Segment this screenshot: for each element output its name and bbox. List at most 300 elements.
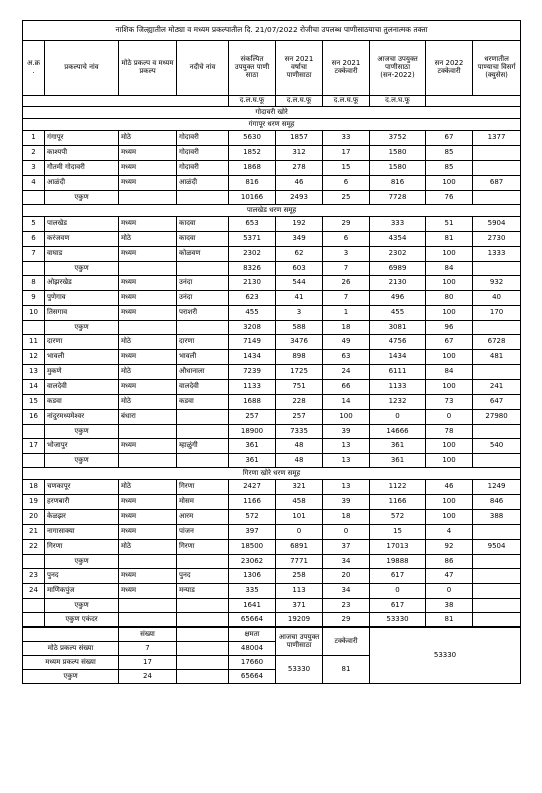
cell-today: 19888 (370, 555, 426, 569)
cell-sr: 4 (23, 176, 45, 191)
cell-cap: 1434 (229, 350, 276, 365)
cell-p21: 29 (323, 613, 370, 627)
cell-s21: 371 (276, 599, 323, 613)
cell-type: बंधारा (119, 410, 177, 425)
cell-river (177, 599, 229, 613)
cell-today: 4354 (370, 232, 426, 247)
cell-cap: 1688 (229, 395, 276, 410)
cell-p22: 100 (426, 454, 473, 468)
cell-dis: 687 (473, 176, 521, 191)
cell-sr: 14 (23, 380, 45, 395)
cell-p22: 100 (426, 380, 473, 395)
cell-type: मोठे (119, 232, 177, 247)
cell-type: मोठे (119, 540, 177, 555)
table-row (23, 131, 521, 146)
cell-p21: 63 (323, 350, 370, 365)
summary-mid-label: मध्यम प्रकल्प संख्या (23, 656, 119, 670)
cell-today: 361 (370, 439, 426, 454)
cell-name: पालखेड (45, 217, 119, 232)
total-row (23, 321, 521, 335)
cell-sr: 12 (23, 350, 45, 365)
cell-s21: 48 (276, 454, 323, 468)
cell-river: मन्याड (177, 584, 229, 599)
cell-s21: 458 (276, 495, 323, 510)
cell-river: कडवा (177, 395, 229, 410)
cell-name: एकुण (45, 555, 119, 569)
cell-s21: 3 (276, 306, 323, 321)
cell-p22: 0 (426, 584, 473, 599)
cell-name: पुणेगाव (45, 291, 119, 306)
cell-p21: 100 (323, 410, 370, 425)
summary-pct-value: 81 (323, 656, 370, 684)
cell-river: दारणा (177, 335, 229, 350)
cell-dis (473, 191, 521, 205)
cell-s21: 312 (276, 146, 323, 161)
cell-p22: 46 (426, 480, 473, 495)
cell-dis (473, 613, 521, 627)
cell-cap: 1166 (229, 495, 276, 510)
cell-sr: 18 (23, 480, 45, 495)
cell-type: मध्यम (119, 276, 177, 291)
cell-p21: 34 (323, 584, 370, 599)
table-row (23, 395, 521, 410)
cell-sr: 17 (23, 439, 45, 454)
cell-today: 816 (370, 176, 426, 191)
cell-river (177, 321, 229, 335)
summary-today-value: 53330 (276, 656, 323, 684)
cell-sr (23, 599, 45, 613)
cell-today: 3081 (370, 321, 426, 335)
cell-name: भोजापुर (45, 439, 119, 454)
cell-dis: 27980 (473, 410, 521, 425)
cell-cap: 8326 (229, 262, 276, 276)
cell-today: 53330 (370, 613, 426, 627)
cell-name: वालदेवी (45, 380, 119, 395)
cell-today: 1133 (370, 380, 426, 395)
unit-label: द.ल.घ.फू (323, 96, 370, 107)
summary-total-label: एकुण (23, 670, 119, 684)
cell-s21: 603 (276, 262, 323, 276)
summary-mid-count: 17 (119, 656, 177, 670)
summary-right-value: 53330 (370, 628, 521, 684)
cell-sr (23, 454, 45, 468)
cell-p21: 49 (323, 335, 370, 350)
cell-p21: 20 (323, 569, 370, 584)
cell-p21: 13 (323, 480, 370, 495)
cell-cap: 10166 (229, 191, 276, 205)
cell-p22: 100 (426, 176, 473, 191)
cell-name: नागासाक्या (45, 525, 119, 540)
cell-river: आळंदी (177, 176, 229, 191)
table-row (23, 232, 521, 247)
cell-cap: 361 (229, 454, 276, 468)
cell-name: एकुण (45, 599, 119, 613)
unit-label: द.ल.घ.फू (370, 96, 426, 107)
summary-head-today: आजचा उपयुक्त पाणीसाठा (276, 628, 323, 656)
cell-p22: 84 (426, 262, 473, 276)
cell-cap: 653 (229, 217, 276, 232)
cell-dis: 1249 (473, 480, 521, 495)
summary-big-cap: 48004 (229, 642, 276, 656)
cell-name: नांदुरमध्यमेश्वर (45, 410, 119, 425)
cell-sr: 6 (23, 232, 45, 247)
cell-sr: 15 (23, 395, 45, 410)
cell-s21: 3476 (276, 335, 323, 350)
cell-today: 0 (370, 584, 426, 599)
cell-p21: 39 (323, 425, 370, 439)
cell-today: 455 (370, 306, 426, 321)
cell-sr: 3 (23, 161, 45, 176)
table-title: नाशिक जिल्ह्यातील मोठ्या व मध्यम प्रकल्पातील दि. 21/07/2022 रोजीचा उपलब्ध पाणीसाठयाचा तुलनात्मक तक्ता (23, 21, 521, 41)
cell-dis: 241 (473, 380, 521, 395)
cell-dis: 1377 (473, 131, 521, 146)
cell-dis: 5904 (473, 217, 521, 232)
cell-cap: 2302 (229, 247, 276, 262)
cell-type (119, 425, 177, 439)
cell-s21: 113 (276, 584, 323, 599)
cell-dis (473, 555, 521, 569)
cell-type: मध्यम (119, 510, 177, 525)
cell-p21: 29 (323, 217, 370, 232)
cell-type: मध्यम (119, 350, 177, 365)
cell-name: एकुण (45, 454, 119, 468)
cell-dis: 647 (473, 395, 521, 410)
cell-dis: 932 (473, 276, 521, 291)
cell-name: गिरणा (45, 540, 119, 555)
cell-type (119, 262, 177, 276)
total-row (23, 425, 521, 439)
cell-p22: 67 (426, 131, 473, 146)
total-row (23, 191, 521, 205)
cell-sr: 24 (23, 584, 45, 599)
cell-p21: 17 (323, 146, 370, 161)
cell-name: कडवा (45, 395, 119, 410)
cell-type: मध्यम (119, 495, 177, 510)
cell-cap: 1133 (229, 380, 276, 395)
cell-type (119, 454, 177, 468)
cell-s21: 321 (276, 480, 323, 495)
cell-cap: 816 (229, 176, 276, 191)
cell-sr (23, 613, 45, 627)
cell-p21: 13 (323, 454, 370, 468)
cell-name: मुकणे (45, 365, 119, 380)
cell-cap: 2130 (229, 276, 276, 291)
cell-type (119, 321, 177, 335)
cell-river: वालदेवी (177, 380, 229, 395)
cell-river: गिरणा (177, 540, 229, 555)
table-row (23, 247, 521, 262)
cell-s21: 898 (276, 350, 323, 365)
cell-river (177, 613, 229, 627)
cell-p21: 7 (323, 262, 370, 276)
header-pct2022: सन 2022 टक्केवारी (426, 41, 473, 96)
table-row (23, 350, 521, 365)
cell-cap: 5371 (229, 232, 276, 247)
cell-s21: 257 (276, 410, 323, 425)
cell-p21: 23 (323, 599, 370, 613)
cell-cap: 18500 (229, 540, 276, 555)
cell-cap: 1641 (229, 599, 276, 613)
cell-today: 6111 (370, 365, 426, 380)
cell-p21: 1 (323, 306, 370, 321)
cell-cap: 18900 (229, 425, 276, 439)
cell-p21: 7 (323, 291, 370, 306)
cell-today: 15 (370, 525, 426, 540)
cell-river: औधानाला (177, 365, 229, 380)
cell-name: वाघाड (45, 247, 119, 262)
cell-p21: 0 (323, 525, 370, 540)
cell-name: करंजवण (45, 232, 119, 247)
summary-total-count: 24 (119, 670, 177, 684)
summary-table (22, 627, 521, 684)
cell-type: मध्यम (119, 525, 177, 540)
cell-p21: 13 (323, 439, 370, 454)
cell-p21: 18 (323, 321, 370, 335)
cell-sr: 1 (23, 131, 45, 146)
cell-sr: 11 (23, 335, 45, 350)
cell-today: 496 (370, 291, 426, 306)
cell-s21: 258 (276, 569, 323, 584)
cell-name: ओझरखेड (45, 276, 119, 291)
table-row (23, 410, 521, 425)
cell-p22: 85 (426, 146, 473, 161)
cell-today: 617 (370, 599, 426, 613)
cell-s21: 48 (276, 439, 323, 454)
cell-p22: 100 (426, 350, 473, 365)
cell-p22: 73 (426, 395, 473, 410)
cell-s21: 7771 (276, 555, 323, 569)
cell-p22: 92 (426, 540, 473, 555)
cell-p22: 38 (426, 599, 473, 613)
cell-s21: 0 (276, 525, 323, 540)
cell-p22: 100 (426, 439, 473, 454)
cell-type (119, 191, 177, 205)
table-row (23, 569, 521, 584)
summary-head-pct: टक्केवारी (323, 628, 370, 656)
cell-p21: 33 (323, 131, 370, 146)
cell-p22: 100 (426, 495, 473, 510)
cell-today: 2130 (370, 276, 426, 291)
summary-head-capacity: क्षमता (229, 628, 276, 642)
cell-s21: 6891 (276, 540, 323, 555)
cell-s21: 349 (276, 232, 323, 247)
cell-p22: 4 (426, 525, 473, 540)
cell-river: गिरणा (177, 480, 229, 495)
cell-p21: 6 (323, 176, 370, 191)
cell-sr: 7 (23, 247, 45, 262)
cell-today: 1122 (370, 480, 426, 495)
cell-name: एकुण (45, 425, 119, 439)
cell-cap: 1852 (229, 146, 276, 161)
cell-river: उनंदा (177, 276, 229, 291)
cell-today: 361 (370, 454, 426, 468)
cell-dis (473, 584, 521, 599)
cell-today: 333 (370, 217, 426, 232)
cell-sr: 16 (23, 410, 45, 425)
cell-name: गौतमी गोदावरी (45, 161, 119, 176)
cell-sr: 2 (23, 146, 45, 161)
cell-p21: 14 (323, 395, 370, 410)
summary-big-count: 7 (119, 642, 177, 656)
cell-today: 617 (370, 569, 426, 584)
cell-today: 1166 (370, 495, 426, 510)
header-river: नदीचे नांव (177, 41, 229, 96)
cell-sr (23, 425, 45, 439)
group-label: पालखेड धरण समूह (23, 205, 521, 217)
cell-p22: 86 (426, 555, 473, 569)
cell-dis (473, 262, 521, 276)
cell-s21: 41 (276, 291, 323, 306)
cell-name: भावली (45, 350, 119, 365)
cell-name: हरणबारी (45, 495, 119, 510)
cell-river: उनंदा (177, 291, 229, 306)
cell-p22: 76 (426, 191, 473, 205)
cell-p22: 96 (426, 321, 473, 335)
cell-p21: 6 (323, 232, 370, 247)
cell-name: काश्यपी (45, 146, 119, 161)
cell-sr: 21 (23, 525, 45, 540)
cell-today: 1580 (370, 146, 426, 161)
cell-s21: 2493 (276, 191, 323, 205)
table-row (23, 510, 521, 525)
cell-cap: 572 (229, 510, 276, 525)
cell-name: माणिकपुंज (45, 584, 119, 599)
cell-river: गोदावरी (177, 161, 229, 176)
cell-p21: 37 (323, 540, 370, 555)
cell-type (119, 599, 177, 613)
table-row (23, 276, 521, 291)
cell-dis (473, 146, 521, 161)
cell-dis: 2730 (473, 232, 521, 247)
cell-name: आळंदी (45, 176, 119, 191)
cell-p21: 26 (323, 276, 370, 291)
cell-dis (473, 161, 521, 176)
table-row (23, 495, 521, 510)
cell-river: गोदावरी (177, 131, 229, 146)
cell-river: कादवा (177, 217, 229, 232)
cell-cap: 455 (229, 306, 276, 321)
cell-today: 14666 (370, 425, 426, 439)
cell-type: मोठे (119, 131, 177, 146)
cell-sr: 13 (23, 365, 45, 380)
cell-river (177, 262, 229, 276)
cell-cap: 1306 (229, 569, 276, 584)
cell-sr: 22 (23, 540, 45, 555)
cell-name: तिसगाव (45, 306, 119, 321)
summary-mid-cap: 17660 (229, 656, 276, 670)
total-row (23, 613, 521, 627)
cell-cap: 257 (229, 410, 276, 425)
cell-cap: 361 (229, 439, 276, 454)
cell-type (119, 613, 177, 627)
cell-p22: 100 (426, 276, 473, 291)
cell-dis: 9504 (473, 540, 521, 555)
cell-river: कादवा (177, 232, 229, 247)
cell-p22: 100 (426, 306, 473, 321)
cell-name: चणकापूर (45, 480, 119, 495)
cell-sr: 10 (23, 306, 45, 321)
summary-head-count: संख्या (119, 628, 177, 642)
cell-p22: 85 (426, 161, 473, 176)
cell-today: 4756 (370, 335, 426, 350)
cell-cap: 7239 (229, 365, 276, 380)
table-row (23, 161, 521, 176)
cell-s21: 7335 (276, 425, 323, 439)
cell-dis: 40 (473, 291, 521, 306)
cell-dis (473, 599, 521, 613)
cell-today: 7728 (370, 191, 426, 205)
cell-sr (23, 555, 45, 569)
cell-p21: 15 (323, 161, 370, 176)
cell-river: गोदावरी (177, 146, 229, 161)
cell-today: 1232 (370, 395, 426, 410)
cell-s21: 46 (276, 176, 323, 191)
cell-p22: 51 (426, 217, 473, 232)
cell-today: 572 (370, 510, 426, 525)
cell-name: एकुण (45, 262, 119, 276)
cell-dis (473, 321, 521, 335)
cell-today: 2302 (370, 247, 426, 262)
header-name: प्रकल्पाचे नांव (45, 41, 119, 96)
table-row (23, 335, 521, 350)
cell-river (177, 410, 229, 425)
cell-today: 17013 (370, 540, 426, 555)
cell-s21: 544 (276, 276, 323, 291)
header-discharge: धरणातील पाण्याचा विसर्ग (क्युसेस) (473, 41, 521, 96)
basin-label: गोदावरी खोरे (23, 107, 521, 119)
cell-cap: 2427 (229, 480, 276, 495)
cell-p22: 100 (426, 247, 473, 262)
cell-cap: 335 (229, 584, 276, 599)
cell-p21: 3 (323, 247, 370, 262)
table-row (23, 525, 521, 540)
cell-p21: 25 (323, 191, 370, 205)
cell-dis: 6728 (473, 335, 521, 350)
cell-s21: 228 (276, 395, 323, 410)
header-stock2021: सन 2021 वर्षाचा पाणीसाठा (276, 41, 323, 96)
cell-today: 1434 (370, 350, 426, 365)
cell-p22: 47 (426, 569, 473, 584)
header-capacity: संकल्पित उपयुक्त पाणी साठा (229, 41, 276, 96)
cell-type (119, 555, 177, 569)
cell-name: केळझर (45, 510, 119, 525)
cell-p21: 24 (323, 365, 370, 380)
cell-dis: 846 (473, 495, 521, 510)
water-storage-table (22, 20, 521, 627)
cell-p22: 78 (426, 425, 473, 439)
cell-name: एकुण (45, 191, 119, 205)
cell-p22: 81 (426, 613, 473, 627)
cell-p21: 34 (323, 555, 370, 569)
cell-name: एकुण (45, 321, 119, 335)
cell-type: मध्यम (119, 306, 177, 321)
cell-dis: 481 (473, 350, 521, 365)
cell-s21: 278 (276, 161, 323, 176)
cell-type: मोठे (119, 335, 177, 350)
table-row (23, 291, 521, 306)
cell-cap: 65664 (229, 613, 276, 627)
group-label: गंगापूर धरण समूह (23, 119, 521, 131)
header-today: आजचा उपयुक्त पाणीसाठा (सन-2022) (370, 41, 426, 96)
cell-name: दारणा (45, 335, 119, 350)
cell-dis: 540 (473, 439, 521, 454)
cell-p21: 18 (323, 510, 370, 525)
cell-p22: 100 (426, 510, 473, 525)
cell-dis (473, 454, 521, 468)
table-row (23, 217, 521, 232)
cell-s21: 588 (276, 321, 323, 335)
cell-sr: 5 (23, 217, 45, 232)
